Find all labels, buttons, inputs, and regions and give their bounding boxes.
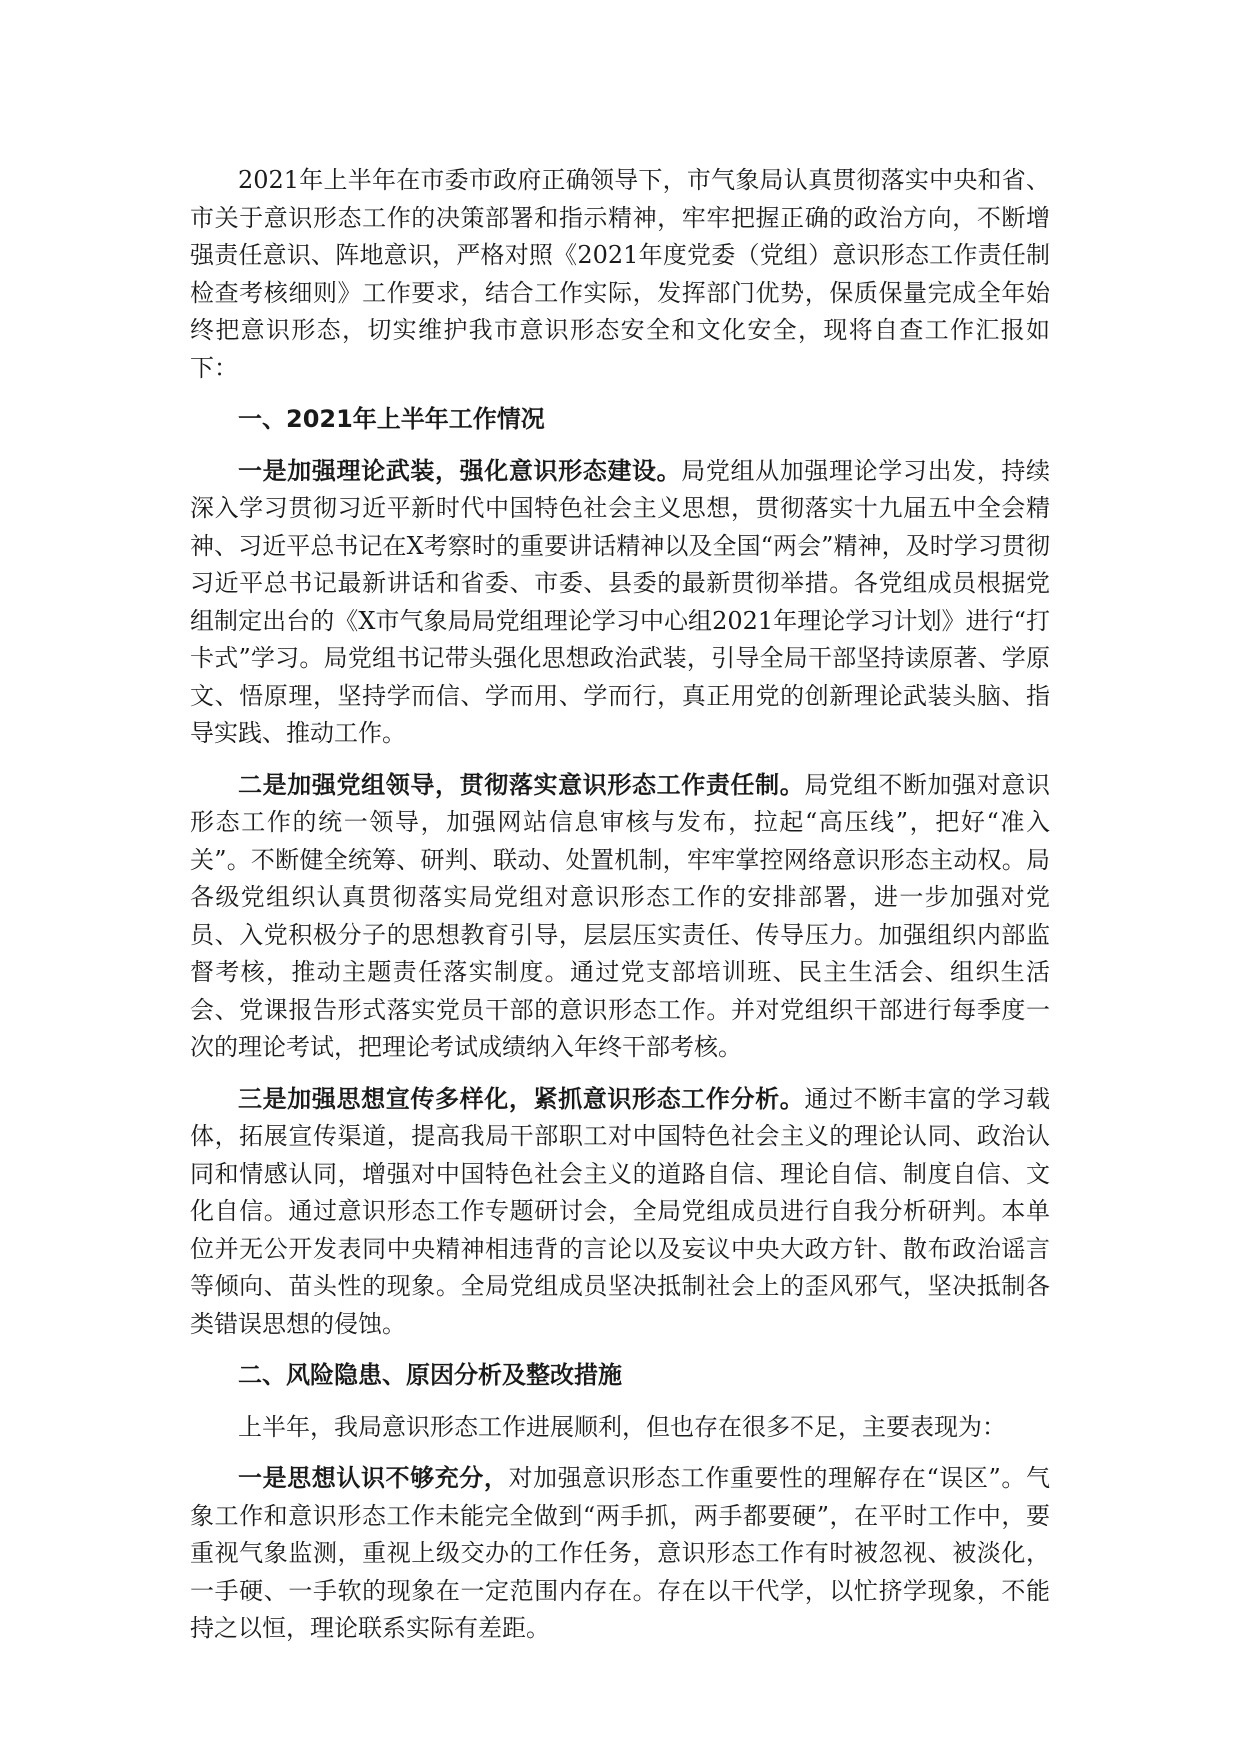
paragraph-body: 局党组不断加强对意识形态工作的统一领导，加强网站信息审核与发布，拉起“高压线”，把好“准入关”。不断健全统筹、研判、联动、处置机制，牢牢掌控网络意识形态主动权。局各级党组织认真贯彻落实局党组对意识形态工作的安排部署，进一步加强对党员、入党积极分子的思想教育引导，层层压实责任、传导压力。加强组织内部监督考核，推动主题责任落实制度。通过党支部培训班、民主生活会、组织生活会、党课报告形式落实党员干部的意识形态工作。并对党组织干部进行每季度一次的理论考试，把理论考试成绩纳入年终干部考核。 — [190, 770, 1050, 1061]
paragraph-body: 对加强意识形态工作重要性的理解存在“误区”。气象工作和意识形态工作未能完全做到“两手抓，两手都要硬”，在平时工作中，要重视气象监测，重视上级交办的工作任务，意识形态工作有时被忽视、被淡化，一手硬、一手软的现象在一定范围内存在。存在以干代学，以忙挤学现象，不能持之以恒，理论联系实际有差距。 — [190, 1464, 1050, 1642]
body-paragraph — [190, 453, 1050, 753]
body-paragraph — [190, 767, 1050, 1067]
section-heading-1: 一、2021年上半年工作情况 — [238, 405, 545, 433]
body-paragraph — [190, 1460, 1050, 1648]
body-paragraph — [190, 1081, 1050, 1344]
paragraph-lead: 一是思想认识不够充分， — [238, 1464, 509, 1492]
paragraph-body: 通过不断丰富的学习载体，拓展宣传渠道，提高我局干部职工对中国特色社会主义的理论认同、政治认同和情感认同，增强对中国特色社会主义的道路自信、理论自信、制度自信、文化自信。通过意识形态工作专题研讨会，全局党组成员进行自我分析研判。本单位并无公开发表同中央精神相违背的言论以及妄议中央大政方针、散布政治谣言等倾向、苗头性的现象。全局党组成员坚决抵制社会上的歪风邪气，坚决抵制各类错误思想的侵蚀。 — [190, 1084, 1050, 1338]
paragraph-lead: 二是加强党组领导，贯彻落实意识形态工作责任制。 — [238, 770, 805, 799]
section2-intro-paragraph: 上半年，我局意识形态工作进展顺利，但也存在很多不足，主要表现为： — [238, 1412, 1006, 1441]
section-heading-2: 二、风险隐患、原因分析及整改措施 — [238, 1361, 622, 1389]
intro-paragraph: 2021年上半年在市委市政府正确领导下，市气象局认真贯彻落实中央和省、市关于意识形态工作的决策部署和指示精神，牢牢把握正确的政治方向，不断增强责任意识、阵地意识，严格对照《2021年度党委（党组）意识形态工作责任制检查考核细则》工作要求，结合工作实际，发挥部门优势，保质保量完成全年始终把意识形态，切实维护我市意识形态安全和文化安全，现将自查工作汇报如下： — [190, 166, 1050, 382]
paragraph-lead: 三是加强思想宣传多样化，紧抓意识形态工作分析。 — [238, 1084, 805, 1113]
document-body — [190, 162, 1050, 1648]
paragraph-lead: 一是加强理论武装，强化意识形态建设。 — [238, 456, 682, 485]
paragraph-body: 局党组从加强理论学习出发，持续深入学习贯彻习近平新时代中国特色社会主义思想，贯彻落实十九届五中全会精神、习近平总书记在X考察时的重要讲话精神以及全国“两会”精神，及时学习贯彻习近平总书记最新讲话和省委、市委、县委的最新贯彻举措。各党组成员根据党组制定出台的《X市气象局局党组理论学习中心组2021年理论学习计划》进行“打卡式”学习。局党组书记带头强化思想政治武装，引导全局干部坚持读原著、学原文、悟原理，坚持学而信、学而用、学而行，真正用党的创新理论武装头脑、指导实践、推动工作。 — [190, 456, 1050, 747]
